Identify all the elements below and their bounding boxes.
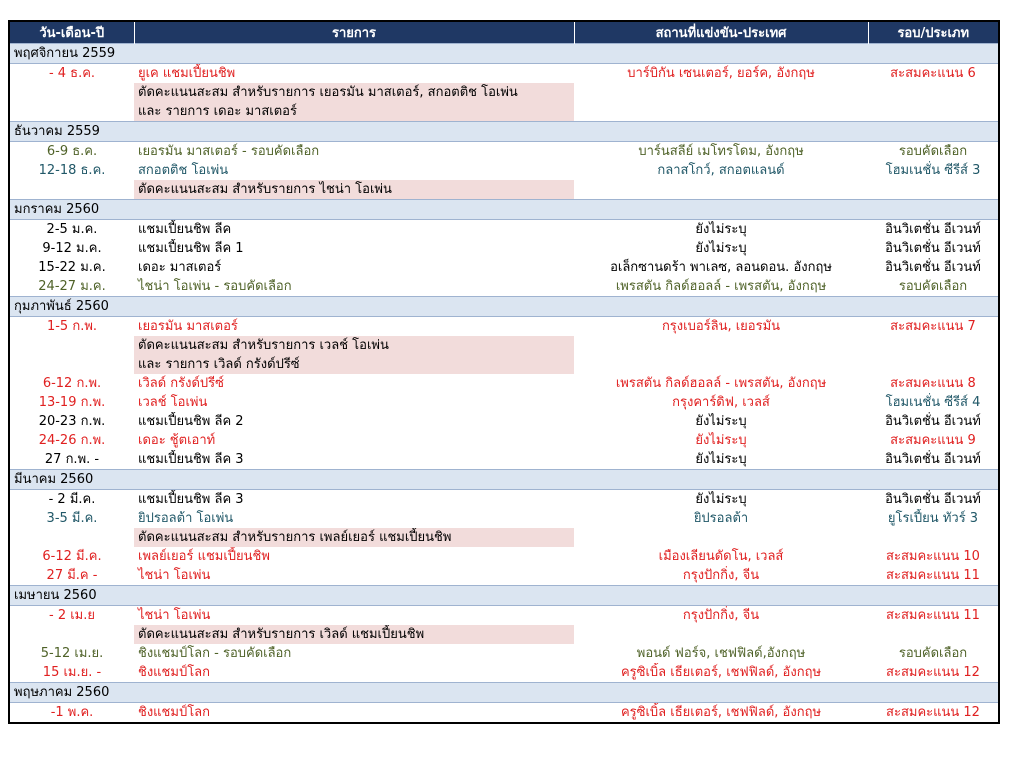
event-venue: ยังไม่ระบุ (695, 452, 747, 467)
event-name: เดอะ มาสเตอร์ (138, 260, 222, 275)
event-venue: เพรสตัน กิลด์ฮอลล์ - เพรสตัน, อังกฤษ (615, 376, 827, 391)
event-venue: เมืองเลียนดัดโน, เวลส์ (658, 549, 784, 564)
note-text: ตัดคะแนนสะสม สำหรับรายการ เวิลด์ แชมเปี้ยนชิพ (134, 625, 574, 644)
note-spacer (868, 102, 998, 122)
event-type: โฮมเนชั่น ซีรีส์ 4 (885, 395, 981, 410)
event-row (10, 663, 998, 683)
event-row (10, 566, 998, 586)
event-name: แชมเปี้ยนชิพ ลีค 3 (138, 452, 244, 467)
note-spacer (10, 102, 134, 122)
note-spacer (10, 528, 134, 547)
event-type: รอบคัดเลือก (898, 279, 968, 294)
header-date: วัน-เดือน-ปี (10, 22, 134, 44)
event-row (10, 606, 998, 626)
note-spacer (10, 83, 134, 102)
header-event: รายการ (134, 22, 574, 44)
event-row (10, 64, 998, 84)
event-row (10, 509, 998, 528)
event-row (10, 277, 998, 297)
event-date: 3-5 มี.ค. (46, 511, 98, 526)
note-text: ตัดคะแนนสะสม สำหรับรายการ เพลย์เยอร์ แชมเปี้ยนชิพ (134, 528, 574, 547)
event-venue: ยังไม่ระบุ (695, 433, 747, 448)
event-venue: ยังไม่ระบุ (695, 492, 747, 507)
note-text: และ รายการ เวิลด์ กรังด์ปรีซ์ (134, 355, 574, 374)
note-spacer (10, 336, 134, 355)
event-type: อินวิเตชั่น อีเวนท์ (885, 452, 981, 467)
note-row (10, 625, 998, 644)
event-name: ไชน่า โอเพ่น - รอบคัดเลือก (138, 279, 292, 294)
event-type: สะสมคะแนน 12 (886, 705, 980, 720)
event-date: 6-12 ก.พ. (42, 376, 102, 391)
event-name: แชมเปี้ยนชิพ ลีค 3 (138, 492, 244, 507)
event-date: 9-12 ม.ค. (42, 241, 102, 256)
event-type: อินวิเตชั่น อีเวนท์ (885, 222, 981, 237)
event-type: รอบคัดเลือก (898, 144, 968, 159)
month-row (10, 122, 998, 142)
note-spacer (574, 180, 868, 200)
event-venue: อเล็กซานดร้า พาเลซ, ลอนดอน. อังกฤษ (610, 260, 832, 275)
event-date: - 2 เม.ย (49, 608, 95, 623)
event-venue: บาร์นสลีย์ เมโทรโดม, อังกฤษ (638, 144, 804, 159)
event-name: ไชน่า โอเพ่น (138, 608, 211, 623)
month-row (10, 297, 998, 317)
event-row (10, 393, 998, 412)
note-spacer (574, 625, 868, 644)
event-row (10, 258, 998, 277)
event-type: สะสมคะแนน 11 (886, 568, 980, 583)
note-spacer (574, 355, 868, 374)
event-type: สะสมคะแนน 7 (890, 319, 976, 334)
month-row (10, 683, 998, 703)
event-name: เดอะ ชู้ตเอาท์ (138, 433, 216, 448)
note-spacer (10, 355, 134, 374)
event-venue: กลาสโกว์, สกอตแลนด์ (657, 163, 785, 178)
event-type: สะสมคะแนน 12 (886, 665, 980, 680)
header-type: รอบ/ประเภท (868, 22, 998, 44)
event-name: สกอตติช โอเพ่น (138, 163, 229, 178)
event-venue: กรุงเบอร์ลิน, เยอรมัน (661, 319, 781, 334)
event-name: เยอรมัน มาสเตอร์ - รอบคัดเลือก (138, 144, 320, 159)
note-text: ตัดคะแนนสะสม สำหรับรายการ เยอรมัน มาสเตอร์, สกอตติช โอเพ่น (134, 83, 574, 102)
event-type: อินวิเตชั่น อีเวนท์ (885, 414, 981, 429)
event-name: เวลช์ โอเพ่น (138, 395, 208, 410)
event-row (10, 490, 998, 510)
note-spacer (868, 355, 998, 374)
month-row (10, 44, 998, 64)
note-spacer (868, 528, 998, 547)
month-row (10, 470, 998, 490)
event-date: 2-5 ม.ค. (46, 222, 98, 237)
month-label: มีนาคม 2560 (10, 470, 998, 490)
event-name: ชิงแชมป์โลก (138, 665, 211, 680)
event-venue: กรุงปักกิ่ง, จีน (682, 568, 760, 583)
event-type: อินวิเตชั่น อีเวนท์ (885, 241, 981, 256)
event-venue: ครูซิเบิ้ล เธียเตอร์, เชฟฟิลด์, อังกฤษ (620, 665, 822, 680)
event-venue: เพรสตัน กิลด์ฮอลล์ - เพรสตัน, อังกฤษ (615, 279, 827, 294)
event-date: 1-5 ก.พ. (46, 319, 98, 334)
event-type: อินวิเตชั่น อีเวนท์ (885, 260, 981, 275)
event-row (10, 644, 998, 663)
event-date: 5-12 เม.ย. (40, 646, 104, 661)
event-date: 27 มี.ค - (46, 568, 98, 583)
month-row (10, 586, 998, 606)
header-row (10, 22, 998, 44)
month-row (10, 200, 998, 220)
note-spacer (10, 180, 134, 200)
event-venue: กรุงคาร์ดิฟ, เวลส์ (672, 395, 770, 410)
note-row (10, 528, 998, 547)
event-date: 24-27 ม.ค. (38, 279, 106, 294)
note-row (10, 355, 998, 374)
event-venue: ครูซิเบิ้ล เธียเตอร์, เชฟฟิลด์, อังกฤษ (620, 705, 822, 720)
event-row (10, 412, 998, 431)
event-venue: พอนด์ ฟอร์จ, เชฟฟิลด์,อังกฤษ (636, 646, 806, 661)
event-row (10, 161, 998, 180)
note-spacer (574, 336, 868, 355)
event-row (10, 317, 998, 337)
month-label: มกราคม 2560 (10, 200, 998, 220)
month-label: ธันวาคม 2559 (10, 122, 998, 142)
event-name: ไชน่า โอเพ่น (138, 568, 211, 583)
event-row (10, 431, 998, 450)
event-venue: ยังไม่ระบุ (695, 222, 747, 237)
event-venue: ยังไม่ระบุ (695, 241, 747, 256)
event-type: สะสมคะแนน 9 (890, 433, 976, 448)
event-venue: ยังไม่ระบุ (695, 414, 747, 429)
event-date: 15-22 ม.ค. (38, 260, 106, 275)
event-date: 20-23 ก.พ. (38, 414, 106, 429)
event-row (10, 703, 998, 723)
event-row (10, 450, 998, 470)
note-spacer (10, 625, 134, 644)
event-type: สะสมคะแนน 8 (890, 376, 976, 391)
event-name: เยอรมัน มาสเตอร์ (138, 319, 238, 334)
header-venue: สถานที่แข่งขัน-ประเทศ (574, 22, 868, 44)
event-type: สะสมคะแนน 11 (886, 608, 980, 623)
note-row (10, 180, 998, 200)
note-spacer (868, 336, 998, 355)
note-row (10, 83, 998, 102)
event-date: 6-9 ธ.ค. (46, 144, 98, 159)
note-text: ตัดคะแนนสะสม สำหรับรายการ เวลช์ โอเพ่น (134, 336, 574, 355)
note-text: และ รายการ เดอะ มาสเตอร์ (134, 102, 574, 122)
note-spacer (574, 102, 868, 122)
month-label: กุมภาพันธ์ 2560 (10, 297, 998, 317)
event-date: 15 เม.ย. - (42, 665, 102, 680)
event-venue: บาร์บิกัน เซนเตอร์, ยอร์ค, อังกฤษ (627, 66, 815, 81)
note-row (10, 336, 998, 355)
event-type: สะสมคะแนน 10 (886, 549, 980, 564)
note-spacer (868, 625, 998, 644)
event-type: ยูโรเปี้ยน ทัวร์ 3 (887, 511, 979, 526)
event-date: 12-18 ธ.ค. (38, 163, 106, 178)
note-spacer (574, 528, 868, 547)
event-venue: ยิปรอลต้า (693, 511, 749, 526)
event-type: สะสมคะแนน 6 (890, 66, 976, 81)
event-date: 6-12 มี.ค. (42, 549, 102, 564)
event-row (10, 547, 998, 566)
month-label: พฤศจิกายน 2559 (10, 44, 998, 64)
event-row (10, 142, 998, 162)
event-date: -1 พ.ค. (50, 705, 94, 720)
event-name: แชมเปี้ยนชิพ ลีค 1 (138, 241, 244, 256)
event-date: - 4 ธ.ค. (48, 66, 96, 81)
event-date: 13-19 ก.พ. (38, 395, 106, 410)
event-type: อินวิเตชั่น อีเวนท์ (885, 492, 981, 507)
event-name: แชมเปี้ยนชิพ ลีค 2 (138, 414, 244, 429)
event-name: ยิปรอลต้า โอเพ่น (138, 511, 234, 526)
event-venue: กรุงปักกิ่ง, จีน (682, 608, 760, 623)
event-type: รอบคัดเลือก (898, 646, 968, 661)
schedule-table (8, 20, 1000, 724)
event-name: เวิลด์ กรังด์ปรีซ์ (138, 376, 224, 391)
note-spacer (868, 83, 998, 102)
note-row (10, 102, 998, 122)
event-row (10, 220, 998, 240)
event-row (10, 239, 998, 258)
note-spacer (868, 180, 998, 200)
event-name: แชมเปี้ยนชิพ ลีค (138, 222, 232, 237)
event-row (10, 374, 998, 393)
event-date: 27 ก.พ. - (44, 452, 100, 467)
event-date: - 2 มี.ค. (48, 492, 96, 507)
note-text: ตัดคะแนนสะสม สำหรับรายการ ไชน่า โอเพ่น (134, 180, 574, 200)
event-name: ยูเค แชมเปี้ยนชิพ (138, 66, 236, 81)
month-label: เมษายน 2560 (10, 586, 998, 606)
event-name: ชิงแชมป์โลก - รอบคัดเลือก (138, 646, 292, 661)
event-type: โฮมเนชั่น ซีรีส์ 3 (885, 163, 981, 178)
event-date: 24-26 ก.พ. (38, 433, 106, 448)
month-label: พฤษภาคม 2560 (10, 683, 998, 703)
event-name: ชิงแชมป์โลก (138, 705, 211, 720)
note-spacer (574, 83, 868, 102)
event-name: เพลย์เยอร์ แชมเปี้ยนชิพ (138, 549, 270, 564)
